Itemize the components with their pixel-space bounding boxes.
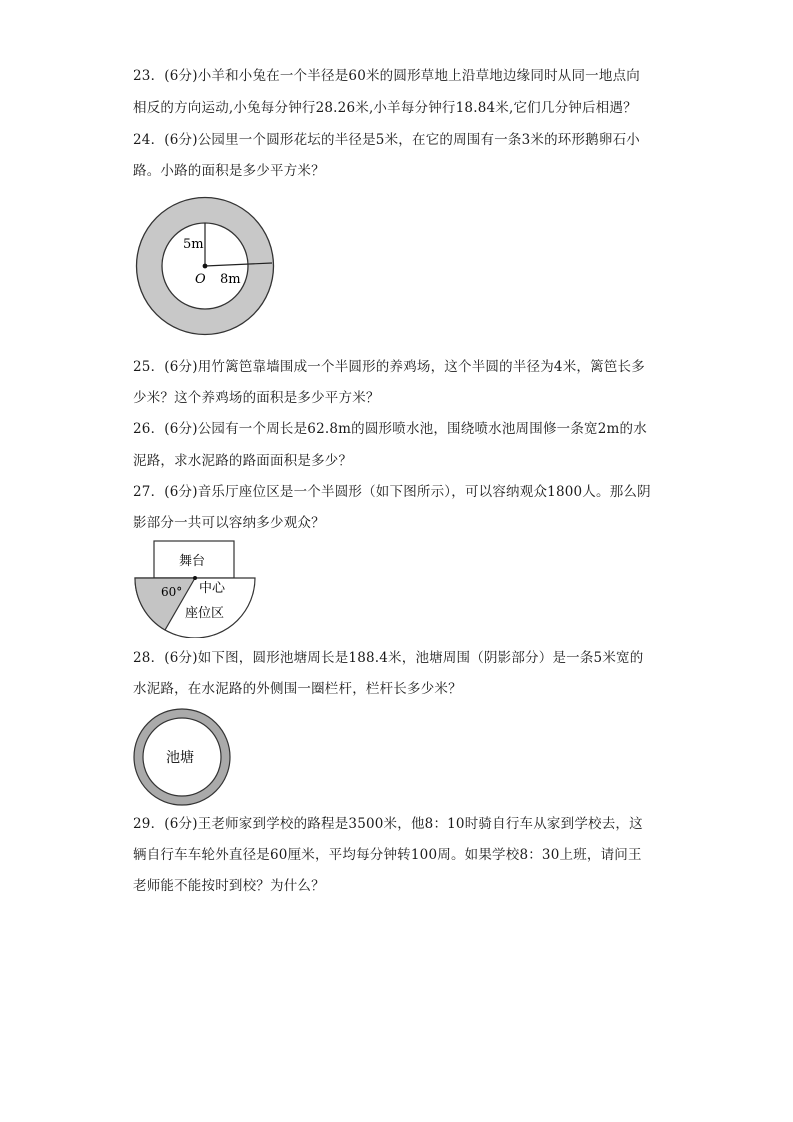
center-label: 中心 bbox=[199, 581, 226, 596]
question-26-line-2: 泥路，求水泥路的路面面积是多少？ bbox=[133, 453, 353, 469]
question-24-line-2: 路。小路的面积是多少平方米？ bbox=[133, 163, 325, 179]
question-27-line-2: 影部分一共可以容纳多少观众？ bbox=[133, 515, 325, 531]
question-24-line-1: 24．(6分)公园里一个圆形花坛的半径是5米，在它的周围有一条3米的环形鹅卵石小 bbox=[133, 132, 640, 148]
ring-path-figure bbox=[130, 190, 280, 340]
semicircle-center-point bbox=[193, 576, 197, 580]
outer-radius-label: 8m bbox=[220, 272, 241, 287]
center-label: O bbox=[195, 272, 206, 287]
question-27-line-1: 27．(6分)音乐厅座位区是一个半圆形（如下图所示），可以容纳观众1800人。那么阴 bbox=[133, 484, 651, 500]
seating-area-label: 座位区 bbox=[185, 606, 225, 621]
question-23-line-2: 相反的方向运动,小兔每分钟行28.26米,小羊每分钟行18.84米,它们几分钟后相遇？ bbox=[133, 100, 637, 116]
stage-label: 舞台 bbox=[179, 554, 206, 569]
question-28-line-1: 28．(6分)如下图，圆形池塘周长是188.4米，池塘周围（阴影部分）是一条5米宽的 bbox=[133, 650, 644, 666]
question-29-line-3: 老师能不能按时到校？为什么？ bbox=[133, 878, 325, 894]
pond-figure bbox=[130, 708, 235, 808]
question-29-line-2: 辆自行车车轮外直径是60厘米，平均每分钟转100周。如果学校8：30上班，请问王 bbox=[133, 847, 642, 863]
inner-radius-label: 5m bbox=[183, 237, 204, 252]
pond-label: 池塘 bbox=[166, 750, 194, 766]
angle-label: 60° bbox=[161, 585, 183, 599]
question-28-line-2: 水泥路，在水泥路的外侧围一圈栏杆，栏杆长多少米？ bbox=[133, 681, 462, 697]
question-25-line-2: 少米？这个养鸡场的面积是多少平方米？ bbox=[133, 390, 380, 406]
question-29-line-1: 29．(6分)王老师家到学校的路程是3500米，他8：10时骑自行车从家到学校去，这 bbox=[133, 816, 643, 832]
question-25-line-1: 25．(6分)用竹篱笆靠墙围成一个半圆形的养鸡场，这个半圆的半径为4米，篱笆长多 bbox=[133, 359, 645, 375]
question-23-line-1: 23．(6分)小羊和小兔在一个半径是60米的圆形草地上沿草地边缘同时从同一地点向 bbox=[133, 68, 640, 84]
center-point bbox=[203, 264, 208, 269]
concert-hall-figure bbox=[130, 538, 260, 638]
question-26-line-1: 26．(6分)公园有一个周长是62.8m的圆形喷水池，围绕喷水池周围修一条宽2m的水 bbox=[133, 421, 647, 437]
